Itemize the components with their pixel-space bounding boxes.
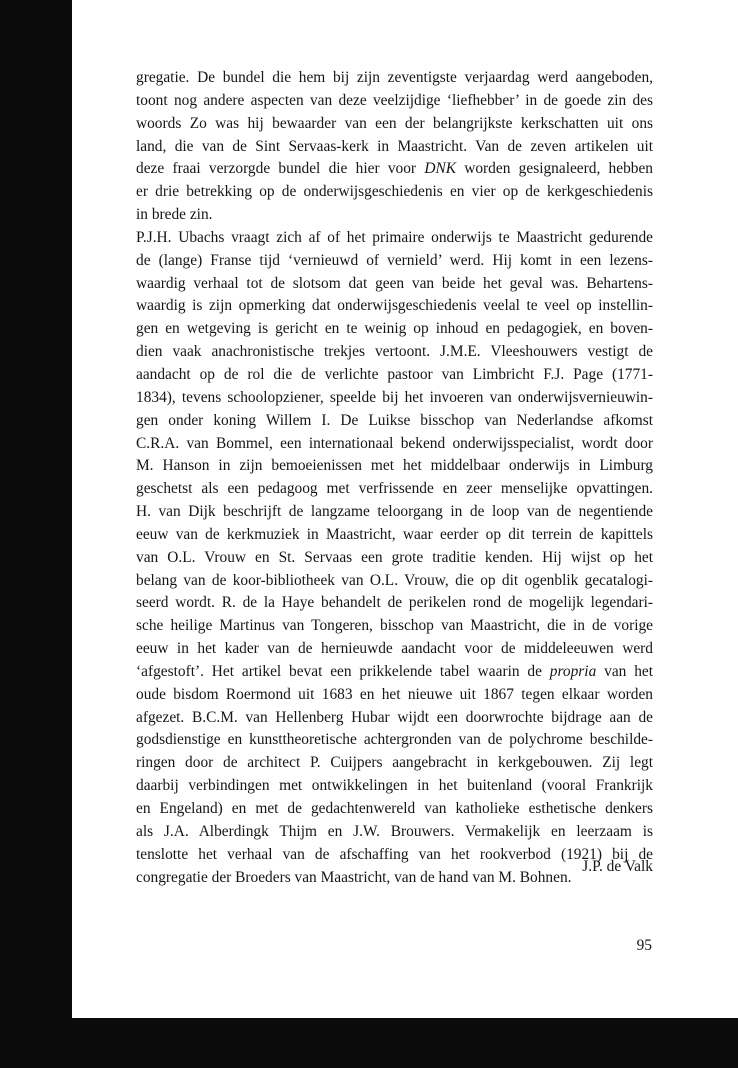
text-line <box>136 478 653 501</box>
text-line <box>136 798 653 821</box>
text-segment: oude bisdom Roermond uit 1683 en het nieuwe uit 1867 tegen elkaar worden <box>136 685 653 703</box>
text-line <box>136 638 653 661</box>
text-line <box>136 501 653 524</box>
paragraph <box>136 227 653 889</box>
text-line <box>136 547 653 570</box>
text-line <box>136 592 653 615</box>
text-line <box>136 455 653 478</box>
text-segment: ringen door de architect P. Cuijpers aangebracht in kerkgebouwen. Zij legt <box>136 754 653 772</box>
text-segment: C.R.A. van Bommel, een internationaal bekend onderwijsspecialist, wordt door <box>136 434 653 452</box>
text-line <box>136 295 653 318</box>
text-segment: waardig is zijn opmerking dat onderwijsgeschiedenis veelal te veel op instellin- <box>136 297 653 315</box>
text-segment: toont nog andere aspecten van deze veelzijdige ‘liefhebber’ in de goede zin des <box>136 91 653 109</box>
text-segment: 1834), tevens schoolopziener, speelde bij het invoeren van onderwijsvernieuwin- <box>136 388 653 406</box>
text-segment: afgezet. B.C.M. van Hellenberg Hubar wijdt een doorwrochte bijdrage aan de <box>136 708 653 726</box>
text-line <box>136 227 653 250</box>
text-line <box>136 67 653 90</box>
text-segment: als J.A. Alberdingk Thijm en J.W. Brouwers. Vermakelijk en leerzaam is <box>136 822 653 840</box>
text-line <box>136 410 653 433</box>
text-segment: van O.L. Vrouw en St. Servaas een grote traditie kenden. Hij wijst op het <box>136 548 653 566</box>
text-line <box>136 387 653 410</box>
text-segment: tenslotte het verhaal van de afschaffing van het rookverbod (1921) bij de <box>136 845 653 863</box>
text-segment: dien vaak anachronistische trekjes vertoont. J.M.E. Vleeshouwers vestigt de <box>136 343 653 361</box>
scan-border-left <box>0 0 72 1068</box>
text-line <box>136 113 653 136</box>
text-segment: en Engeland) en met de gedachtenwereld van katholieke esthetische denkers <box>136 800 653 817</box>
text-segment: woords Zo was hij bewaarder van een der belangrijkste kerkschatten uit ons <box>136 114 653 132</box>
text-segment: gregatie. De bundel die hem bij zijn zeventigste verjaardag werd aangeboden, <box>136 69 653 86</box>
text-line <box>136 364 653 387</box>
text-segment: worden gesignaleerd, hebben <box>455 160 654 178</box>
text-segment: ‘afgestoft’. Het artikel bevat een prikkelende tabel waarin de <box>136 662 550 680</box>
text-segment: deze fraai verzorgde bundel die hier voor <box>136 160 425 178</box>
text-line <box>136 615 653 638</box>
author-signature: J.P. de Valk <box>582 858 653 875</box>
text-line <box>136 684 653 707</box>
text-line <box>136 181 653 204</box>
text-line <box>136 250 653 273</box>
text-line <box>136 844 653 867</box>
text-segment: daarbij verbindingen met ontwikkelingen in het buitenland (vooral Frankrijk <box>136 777 653 795</box>
text-segment: congregatie der Broeders van Maastricht, van de hand van M. Bohnen. <box>136 868 572 886</box>
text-line <box>136 729 653 752</box>
text-segment: P.J.H. Ubachs vraagt zich af of het primaire onderwijs te Maastricht gedurende <box>136 228 653 246</box>
text-segment: de (lange) Franse tijd ‘vernieuwd of vernield’ werd. Hij komt in een lezens- <box>136 251 653 269</box>
text-segment: sche heilige Martinus van Tongeren, bisschop van Maastricht, die in de vorige <box>136 617 653 635</box>
text-line <box>136 821 653 844</box>
text-line <box>136 524 653 547</box>
text-line <box>136 90 653 113</box>
text-segment: belang van de koor-bibliotheek van O.L. Vrouw, die op dit ogenblik gecatalogi- <box>136 571 653 589</box>
text-segment: gen onder koning Willem I. De Luikse bisschop van Nederlandse afkomst <box>136 411 653 429</box>
text-segment: gen en wetgeving is gericht en te weinig op inhoud en pedagogiek, en boven- <box>136 320 653 338</box>
text-segment: in brede zin. <box>136 206 213 224</box>
text-line <box>136 661 653 684</box>
text-line <box>136 204 653 227</box>
text-segment: M. Hanson in zijn bemoeienissen met het middelbaar onderwijs in Limburg <box>136 457 653 475</box>
text-segment: land, die van de Sint Servaas-kerk in Maastricht. Van de zeven artikelen uit <box>136 137 653 155</box>
text-segment: van het <box>596 662 653 680</box>
text-segment: eeuw in het kader van de hernieuwde aandacht voor de middeleeuwen werd <box>136 640 653 658</box>
review-body <box>136 67 653 889</box>
scan-border-bottom <box>0 1018 738 1068</box>
text-line <box>136 570 653 593</box>
text-line <box>136 136 653 159</box>
text-segment: godsdienstige en kunsttheoretische achtergronden van de polychrome beschilde- <box>136 731 653 749</box>
text-segment: aandacht op de rol die de verlichte pastoor van Limbricht F.J. Page (1771- <box>136 365 653 383</box>
text-segment: waardig verhaal tot de slotsom dat geen van beide het geval was. Behartens- <box>136 274 653 292</box>
text-segment: eeuw van de kerkmuziek in Maastricht, waar eerder op dit terrein de kapittels <box>136 525 653 543</box>
text-segment: H. van Dijk beschrijft de langzame teloorgang in de loop van de negentiende <box>136 503 653 521</box>
paragraph <box>136 67 653 227</box>
text-line <box>136 273 653 296</box>
text-line <box>136 752 653 775</box>
text-segment: seerd wordt. R. de la Haye behandelt de perikelen rond de mogelijk legendari- <box>136 594 653 612</box>
text-line <box>136 775 653 798</box>
text-line <box>136 433 653 456</box>
text-line <box>136 867 653 890</box>
text-line <box>136 707 653 730</box>
text-segment: er drie betrekking op de onderwijsgeschiedenis en vier op de kerkgeschiedenis <box>136 183 653 201</box>
text-segment: geschetst als een pedagoog met verfrissende en zeer menselijke opvattingen. <box>136 480 653 498</box>
page-number: 95 <box>636 937 652 954</box>
text-line <box>136 318 653 341</box>
italic-term: DNK <box>424 160 456 178</box>
text-line <box>136 341 653 364</box>
italic-term: propria <box>549 662 597 680</box>
text-line <box>136 158 653 181</box>
